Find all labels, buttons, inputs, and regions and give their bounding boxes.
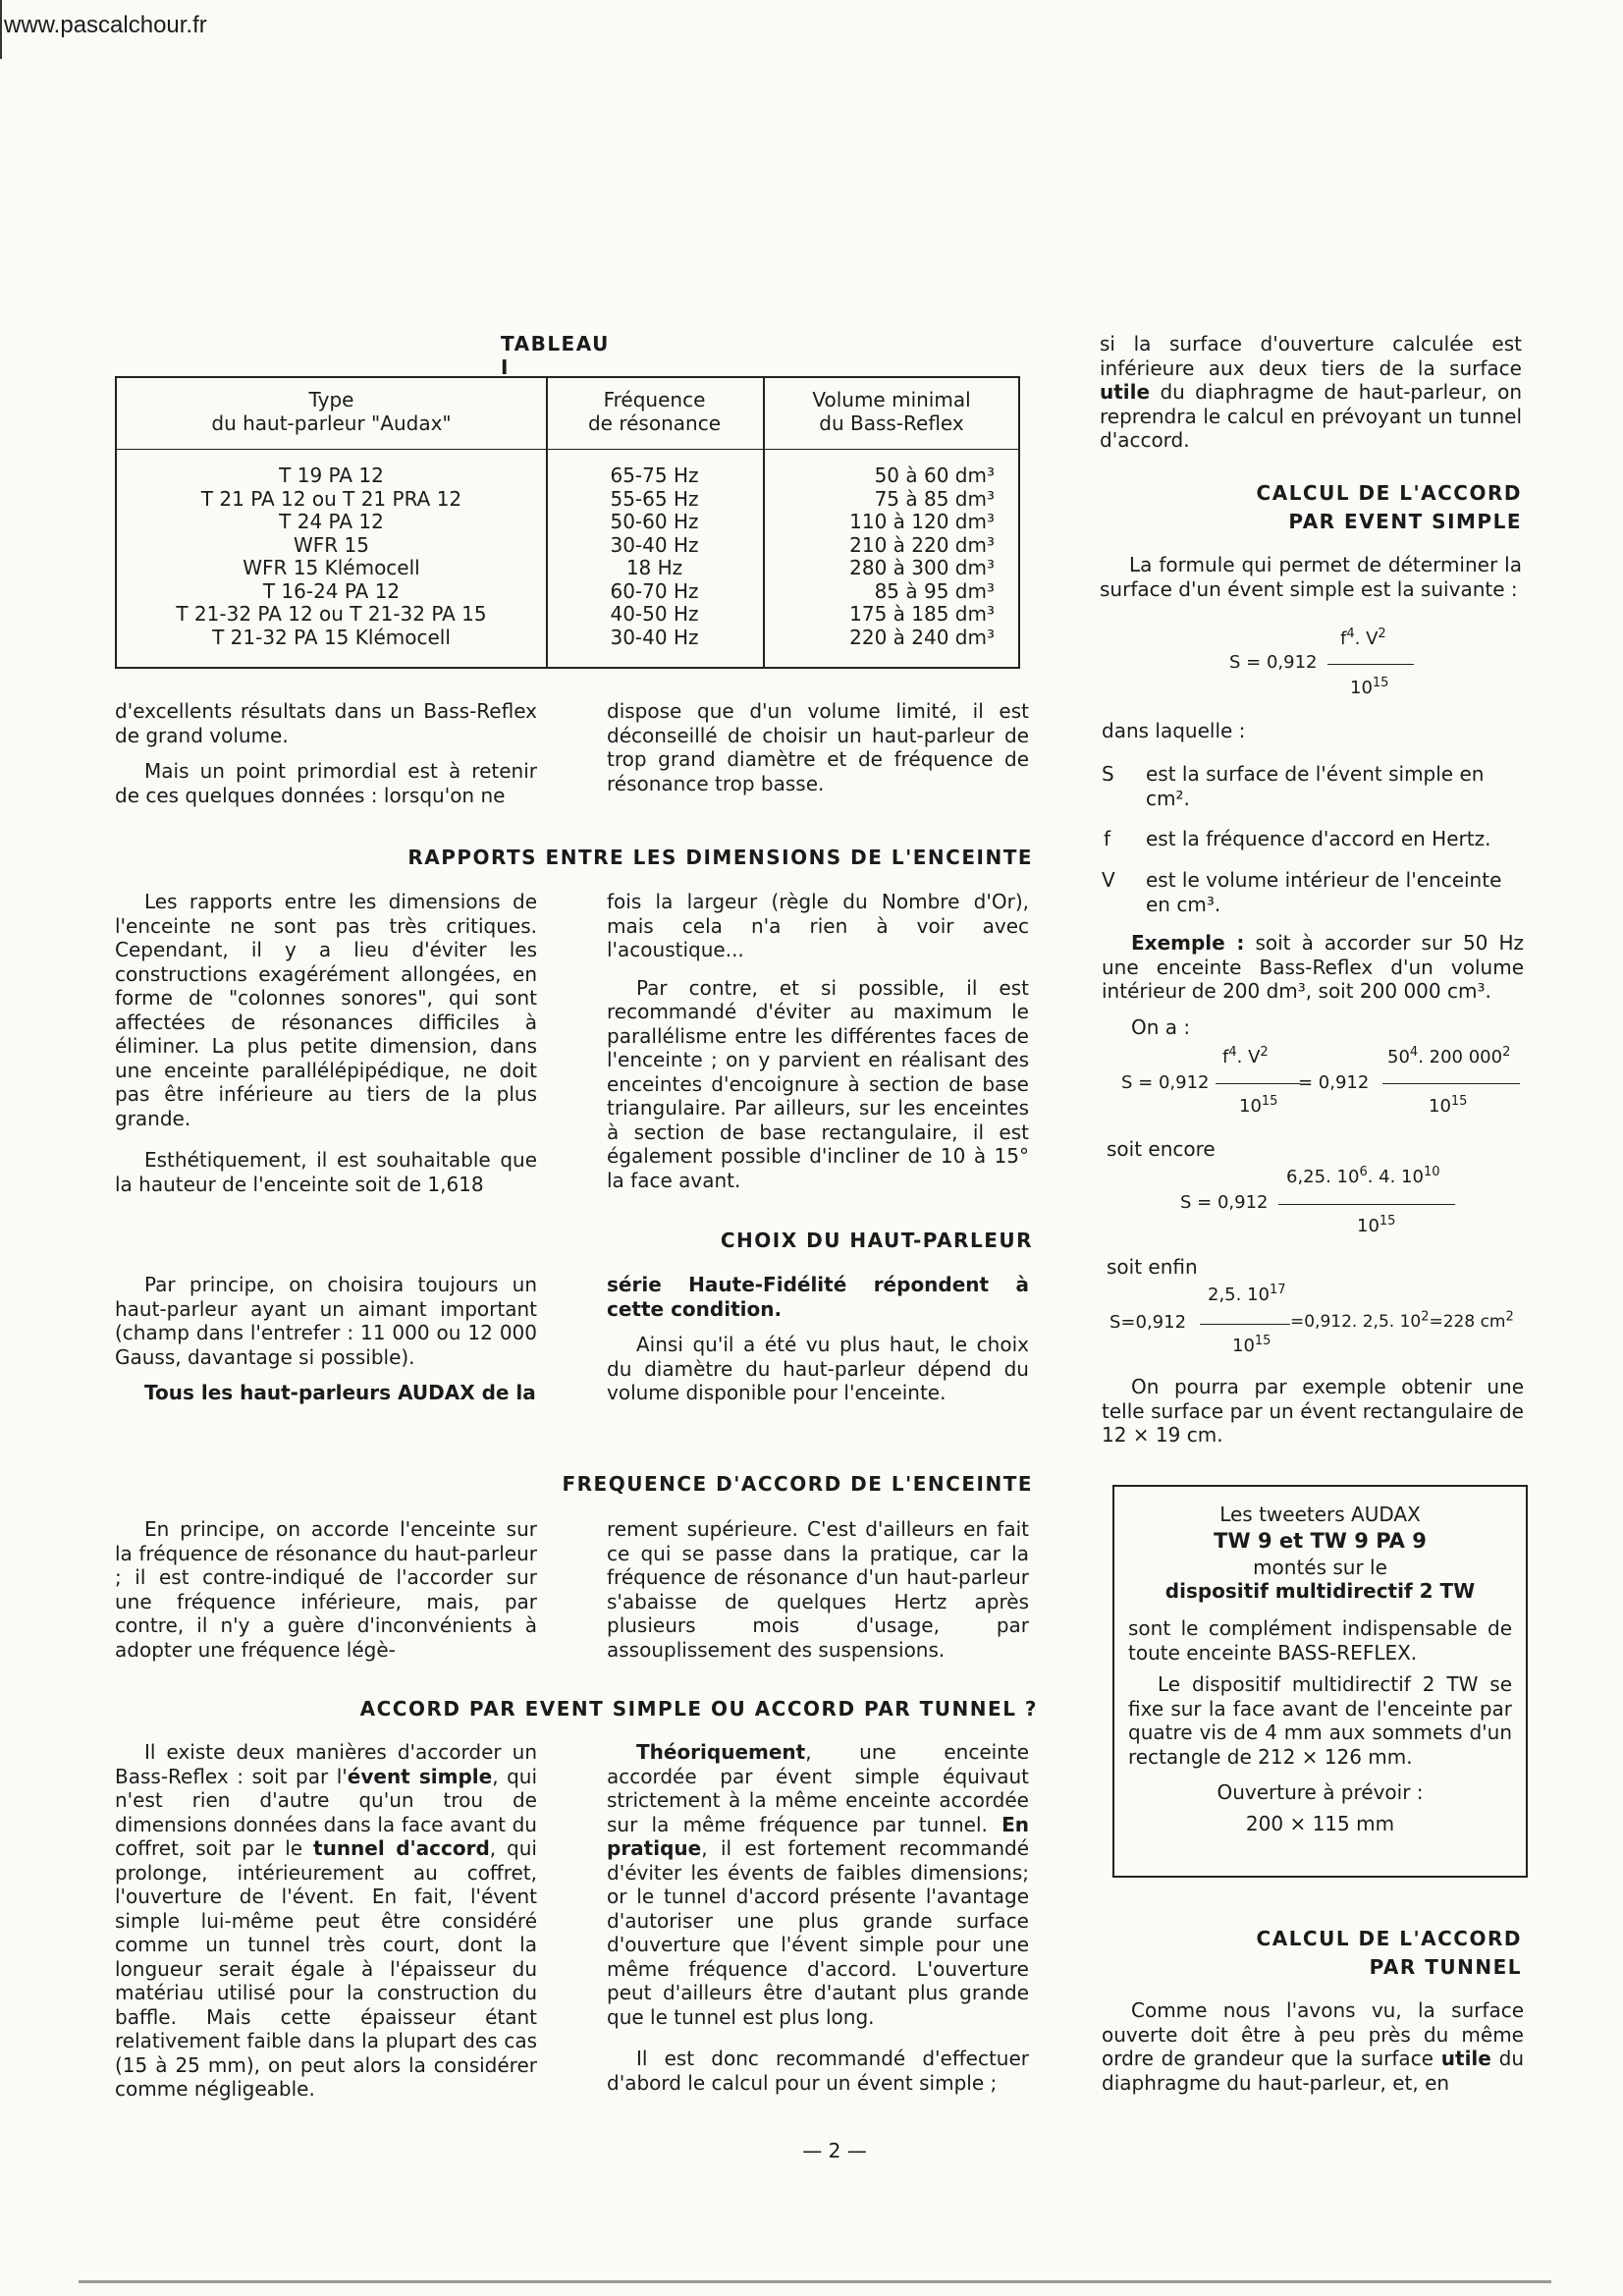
def-sym-s: S <box>1102 762 1114 786</box>
box-l2: TW 9 et TW 9 PA 9 <box>1214 1529 1427 1553</box>
heading-choix: CHOIX DU HAUT-PARLEUR <box>720 1229 1033 1252</box>
right-p4: Comme nous l'avons vu, la surface ouverte doit être à peu près du même ordre de grandeur que la surface utile du diaphragme du haut-parleur, et, en <box>1102 1998 1525 2095</box>
f2-den2: $10^{15}$ <box>1429 1094 1468 1117</box>
box-l4: dispositif multidirectif 2 TW <box>1164 1579 1476 1603</box>
fraction-bar <box>1327 664 1414 665</box>
col-header-freq: Fréquence de résonance <box>587 388 721 435</box>
right-top <box>1100 332 1522 453</box>
choix-p4: Ainsi qu'il a été vu plus haut, le choix du diamètre du haut-parleur dépend du volume disponible pour l'enceinte. <box>607 1333 1029 1404</box>
table-cell-volume: 110 à 120 dm³ <box>849 510 995 533</box>
right-p2: La formule qui permet de déterminer la surface d'un évent simple est la suivante : <box>1100 553 1522 601</box>
right-tunnel-text <box>1102 1998 1524 2095</box>
f4-den: $10^{15}$ <box>1232 1334 1271 1356</box>
choix-p3: série Haute-Fidélité répondent à cette condition. <box>607 1273 1029 1321</box>
def-sym-f: f <box>1104 827 1111 850</box>
table-cell-volume: 210 à 220 dm³ <box>849 532 995 557</box>
choix-left <box>115 1273 537 1405</box>
col-freqs <box>546 465 763 649</box>
col-volumes <box>763 465 995 649</box>
intro-p2: Mais un point primordial est à retenir de ces quelques données : lorsqu'on ne <box>115 759 537 807</box>
table-cell-volume: 280 à 300 dm³ <box>849 556 995 579</box>
f2-s: S = 0,912 <box>1121 1072 1210 1093</box>
right-formula-intro <box>1100 553 1522 601</box>
heading-calcul-tunnel <box>1100 1925 1522 1982</box>
table-cell-freq: 55-65 Hz <box>610 486 699 511</box>
heading-calcul-event <box>1100 479 1522 536</box>
heading-calcul-tunnel-l1: CALCUL DE L'ACCORD <box>1256 1927 1522 1950</box>
choix-p2: Tous les haut-parleurs AUDAX de la <box>144 1381 536 1404</box>
dans-laquelle: dans laquelle : <box>1102 719 1246 742</box>
table-cell-volume: 175 à 185 dm³ <box>849 602 995 626</box>
frequence-p1: En principe, on accorde l'enceinte sur la fréquence de résonance du haut-parleur ; il est contre-indiqué de l'accorder sur une fréquence inférieure, mais, par contre, il n'y a guère d'inconvénients à adopter une fréquence légè- <box>115 1517 537 1662</box>
bottom-edge <box>79 2280 1551 2283</box>
f2-num: $f^4$. $V^2$ <box>1222 1045 1269 1067</box>
table-cell-freq: 50-60 Hz <box>610 510 699 533</box>
intro-p3: dispose que d'un volume limité, il est déconseillé de choisir un haut-parleur de trop grand diamètre et de fréquence de résonance trop basse. <box>607 699 1029 795</box>
rapports-left <box>115 890 537 1196</box>
right-conclusion <box>1102 1375 1524 1448</box>
rapports-right <box>607 890 1029 1192</box>
accord-p3: Il est donc recommandé d'effectuer d'abord le calcul pour un évent simple ; <box>607 2047 1029 2095</box>
heading-frequence: FREQUENCE D'ACCORD DE L'ENCEINTE <box>562 1472 1033 1496</box>
fraction-bar <box>1382 1083 1520 1084</box>
f2-eq: = 0,912 <box>1298 1072 1370 1093</box>
choix-p1: Par principe, on choisira toujours un haut-parleur ayant un aimant important (champ dans l'entrefer : 11 000 ou 12 000 Gauss, davantage si possible). <box>115 1273 537 1369</box>
formula-num: $f^4$. $V^2$ <box>1340 627 1386 649</box>
table-cell-freq: 60-70 Hz <box>610 578 699 603</box>
fraction-bar <box>1278 1204 1455 1205</box>
f2-num2: $50^4$. 200 $000^2$ <box>1387 1045 1511 1067</box>
heading-calcul-event-l1: CALCUL DE L'ACCORD <box>1256 481 1522 505</box>
accord-right <box>607 1740 1029 2095</box>
box-l5: sont le complément indispensable de toute enceinte BASS-REFLEX. <box>1128 1616 1512 1665</box>
table-cell-freq: 65-75 Hz <box>610 464 699 487</box>
tweeter-box <box>1112 1485 1528 1878</box>
def-text-v: est le volume intérieur de l'enceinte en cm³. <box>1146 868 1502 916</box>
heading-calcul-tunnel-l2: PAR TUNNEL <box>1369 1955 1522 1979</box>
left-edge-mark <box>0 0 2 59</box>
table-cell-volume: 75 à 85 dm³ <box>874 486 995 511</box>
right-p3: On pourra par exemple obtenir une telle surface par un évent rectangulaire de 12 × 19 cm. <box>1102 1375 1524 1447</box>
resonance-table <box>115 376 1020 669</box>
fraction-bar <box>1200 1324 1290 1325</box>
site-url: www.pascalchour.fr <box>4 12 207 38</box>
box-l1: Les tweeters AUDAX <box>1219 1503 1421 1526</box>
intro-left <box>115 699 537 807</box>
rapports-p2: Esthétiquement, il est souhaitable que la hauteur de l'enceinte soit de 1,618 <box>115 1148 537 1196</box>
table-cell-freq: 18 Hz <box>625 556 683 579</box>
frequence-left <box>115 1517 537 1662</box>
box-l3: montés sur le <box>1253 1556 1387 1579</box>
table-cell-type: T 19 PA 12 <box>279 464 384 487</box>
table-cell-type: WFR 15 <box>294 532 369 557</box>
def-text-s: est la surface de l'évent simple en cm². <box>1146 762 1485 810</box>
soit-encore: soit encore <box>1107 1137 1216 1161</box>
table-title: TABLEAU I <box>501 332 610 379</box>
def-sym-v: V <box>1102 868 1115 892</box>
on-a: On a : <box>1131 1015 1191 1039</box>
intro-right <box>607 699 1029 795</box>
col-header-type: Type du haut-parleur "Audax" <box>211 388 452 435</box>
col-types <box>117 465 546 649</box>
choix-right <box>607 1273 1029 1405</box>
table-cell-type: T 16-24 PA 12 <box>262 578 401 603</box>
formula-s: S = 0,912 <box>1229 652 1318 673</box>
f2-den: $10^{15}$ <box>1239 1094 1278 1117</box>
f3-den: $10^{15}$ <box>1357 1214 1396 1236</box>
example <box>1102 931 1524 1004</box>
table-cell-type: T 21 PA 12 ou T 21 PRA 12 <box>200 486 462 511</box>
formula-den: $10^{15}$ <box>1350 676 1389 698</box>
f4-result: =0,912. 2,5. $10^2=228$ $cm^2$ <box>1290 1309 1514 1332</box>
table-cell-volume: 85 à 95 dm³ <box>874 578 995 603</box>
f4-s: S=0,912 <box>1109 1312 1187 1333</box>
heading-rapports: RAPPORTS ENTRE LES DIMENSIONS DE L'ENCEINTE <box>407 846 1033 869</box>
box-l6: Le dispositif multidirectif 2 TW se fixe sur la face avant de l'enceinte par quatre vis de 4 mm aux sommets d'un rectangle de 212 × 126 mm. <box>1128 1672 1512 1769</box>
soit-enfin: soit enfin <box>1107 1255 1198 1279</box>
table-cell-volume: 50 à 60 dm³ <box>874 464 995 487</box>
accord-p2: Théoriquement, une enceinte accordée par évent simple équivaut strictement à la même enceinte accordée sur la même fréquence par tunnel. En pratique, il est fortement recommandé d'éviter les évents de faibles dimensions; or le tunnel d'accord présente l'avantage d'autoriser une plus grande surface d'ouverture que l'évent simple pour une même fréquence d'accord. L'ouverture peut d'ailleurs être d'autant plus grande que le tunnel est plus long. <box>607 1740 1029 2029</box>
f3-s: S = 0,912 <box>1180 1192 1269 1213</box>
rapports-p4: Par contre, et si possible, il est recommandé d'éviter au maximum le parallélisme entre les différentes faces de l'enceinte ; on y parvient en réalisant des enceintes d'encoignure à section de base triangulaire. Par ailleurs, sur les enceintes à section de base rectangulaire, il est également possible d'incliner de 10 à 15° la face avant. <box>607 975 1029 1192</box>
table-cell-type: WFR 15 Klémocell <box>243 556 420 579</box>
f4-num: 2,5. $10^{17}$ <box>1208 1283 1286 1305</box>
def-text-f: est la fréquence d'accord en Hertz. <box>1146 827 1491 850</box>
table-cell-type: T 24 PA 12 <box>279 510 384 533</box>
table-cell-freq: 30-40 Hz <box>610 532 699 557</box>
col-header-volume: Volume minimal du Bass-Reflex <box>812 388 971 435</box>
box-l8: 200 × 115 mm <box>1245 1812 1395 1835</box>
accord-left <box>115 1740 537 2102</box>
frequence-right <box>607 1517 1029 1662</box>
page-number: — 2 — <box>802 2139 867 2162</box>
example-p: Exemple : soit à accorder sur 50 Hz une enceinte Bass-Reflex d'un volume intérieur de 200 dm³, soit 200 000 cm³. <box>1102 931 1525 1003</box>
heading-accord: ACCORD PAR EVENT SIMPLE OU ACCORD PAR TUNNEL ? <box>359 1697 1038 1721</box>
f3-num: 6,25. $10^6$. 4. $10^{10}$ <box>1286 1165 1440 1187</box>
box-l7: Ouverture à prévoir : <box>1217 1780 1424 1804</box>
table-header-rule <box>117 449 1018 450</box>
accord-p1: Il existe deux manières d'accorder un Bass-Reflex : soit par l'évent simple, qui n'est rien d'autre qu'un trou de dimensions données dans la face avant du coffret, soit par le tunnel d'accord, qui prolonge, intérieurement au coffret, l'ouverture de l'évent. En fait, l'évent simple lui-même peut être considéré comme un tunnel très court, dont la longueur serait égale à l'épaisseur du matériau utilisé pour la construction du baffle. Mais cette épaisseur étant relativement faible dans la plupart des cas (15 à 25 mm), on peut alors la considérer comme négligeable. <box>115 1740 537 2101</box>
table-cell-freq: 40-50 Hz <box>610 602 699 626</box>
table-cell-type: T 21-32 PA 12 ou T 21-32 PA 15 <box>176 602 487 626</box>
table-cell-type: T 21-32 PA 15 Klémocell <box>212 625 451 649</box>
table-cell-freq: 30-40 Hz <box>610 625 699 649</box>
rapports-p3: fois la largeur (règle du Nombre d'Or), mais cela n'a rien à voir avec l'acoustique... <box>607 890 1029 961</box>
right-p1: si la surface d'ouverture calculée est inférieure aux deux tiers de la surface utile du diaphragme de haut-parleur, on reprendra le calcul en prévoyant un tunnel d'accord. <box>1100 332 1522 452</box>
rapports-p1: Les rapports entre les dimensions de l'enceinte ne sont pas très critiques. Cependant, il y a lieu d'éviter les constructions exagérément allongées, en forme de "colonnes sonores", qui sont affectées de résonances difficiles à éliminer. La plus petite dimension, dans une enceinte parallélépipédique, ne doit pas être inférieure au tiers de la plus grande. <box>115 890 537 1130</box>
table-cell-volume: 220 à 240 dm³ <box>849 625 995 649</box>
frequence-p2: rement supérieure. C'est d'ailleurs en fait ce qui se passe dans la pratique, car la fréquence de résonance d'un haut-parleur s'abaisse de quelques Hertz après plusieurs mois d'usage, par assouplissement des suspensions. <box>607 1517 1029 1662</box>
heading-calcul-event-l2: PAR EVENT SIMPLE <box>1288 510 1522 533</box>
fraction-bar <box>1216 1083 1300 1084</box>
intro-p1: d'excellents résultats dans un Bass-Reflex de grand volume. <box>115 699 537 747</box>
